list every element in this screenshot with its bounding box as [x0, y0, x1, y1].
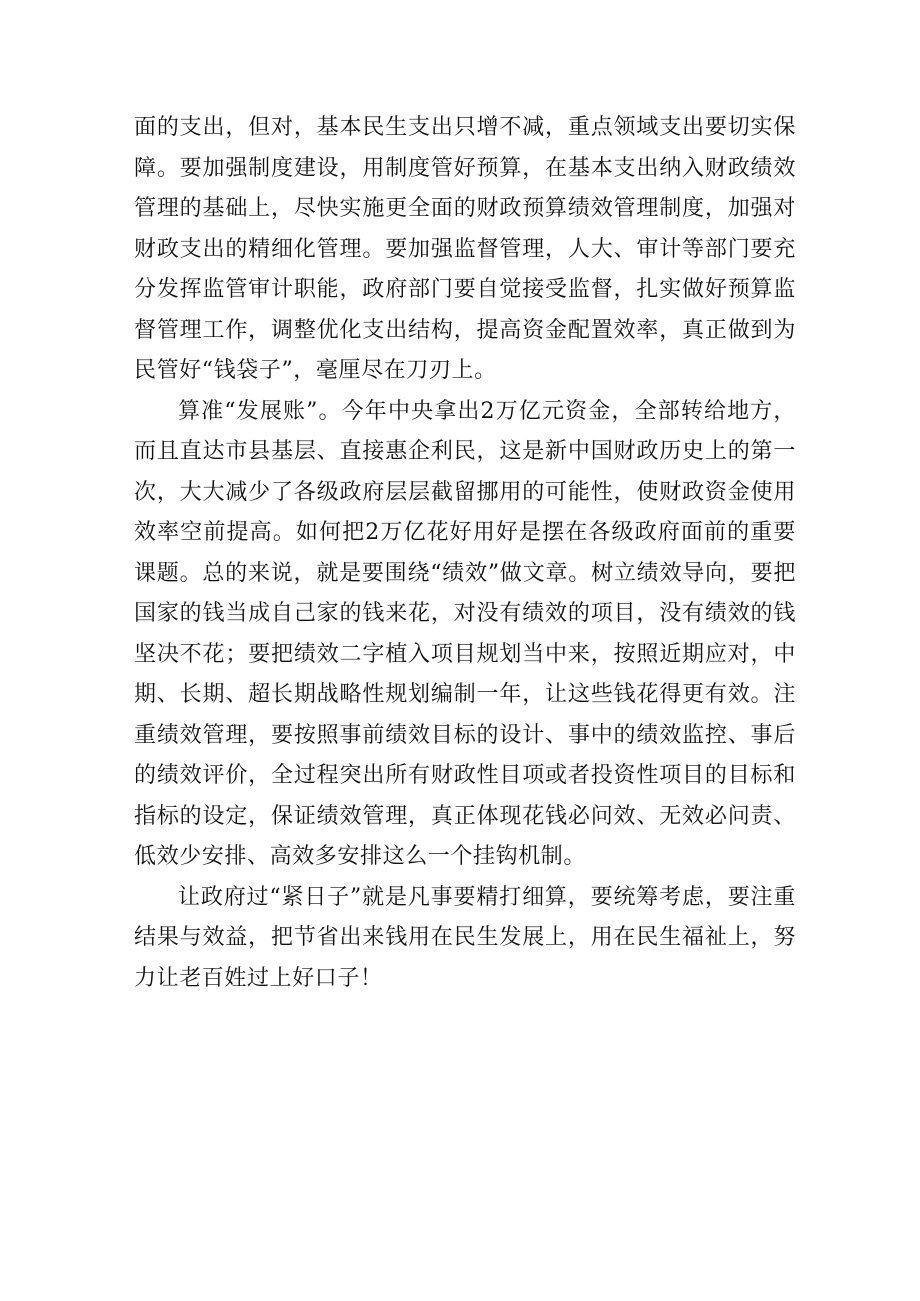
- paragraph-tight-days: 让政府过“紧日子”就是凡事要精打细算，要统筹考虑，要注重结果与效益，把节省出来钱用在民生发展上，用在民生福祉上，努力让老百姓过上好口子！: [134, 884, 796, 991]
- paragraph-budget-supervision: 面的支出，但对，基本民生支出只增不减，重点领域支出要切实保障。要加强制度建设，用制度管好预算，在基本支出纳入财政绩效管理的基础上，尽快实施更全面的财政预算绩效管理制度，加强对财政支出的精细化管理。要加强监督管理，人大、审计等部门要充分发挥监管审计职能，政府部门要自觉接受监督，扎实做好预算监督管理工作，调整优化支出结构，提高资金配置效率，真正做到为民管好“钱袋子”，毫厘尽在刀刃上。: [134, 115, 796, 383]
- document-body: [134, 108, 796, 999]
- paragraph-development-account: 算准“发展账”。今年中央拿出2万亿元资金，全部转给地方，而且直达市县基层、直接惠企利民，这是新中国财政历史上的第一次，大大减少了各级政府层层截留挪用的可能性，使财政资金使用效率空前提高。如何把2万亿花好用好是摆在各级政府面前的重要课题。总的来说，就是要围绕“绩效”做文章。树立绩效导向，要把国家的钱当成自己家的钱来花，对没有绩效的项目，没有绩效的钱坚决不花；要把绩效二字植入项目规划当中来，按照近期应对，中期、长期、超长期战略性规划编制一年，让这些钱花得更有效。注重绩效管理，要按照事前绩效目标的设计、事中的绩效监控、事后的绩效评价，全过程突出所有财政性目项或者投资性项目的目标和指标的设定，保证绩效管理，真正体现花钱必问效、无效必问责、低效少安排、高效多安排这么一个挂钩机制。: [134, 398, 796, 869]
